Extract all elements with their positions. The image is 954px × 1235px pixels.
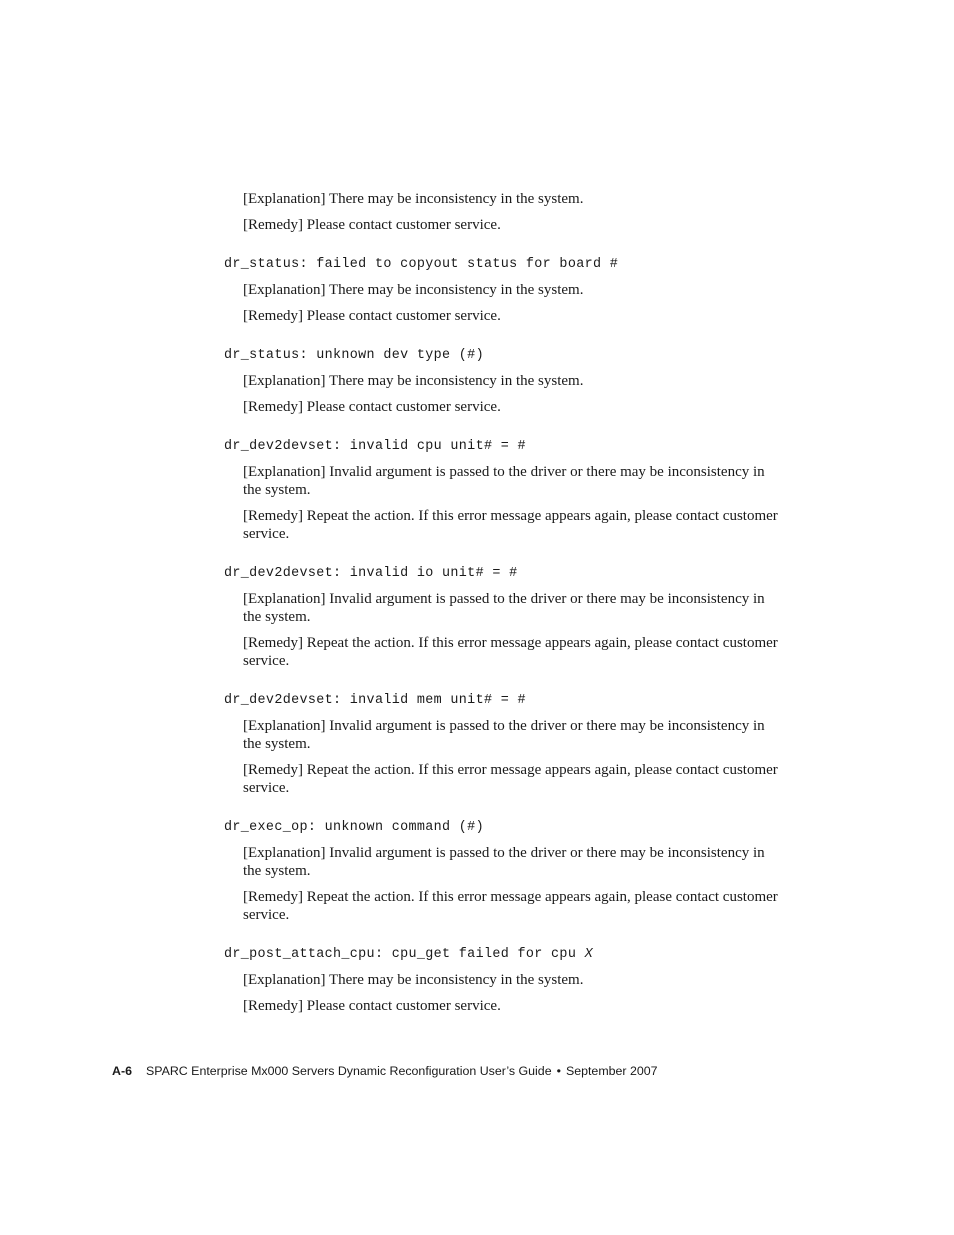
explanation-text: [Explanation] Invalid argument is passed to the driver or there may be inconsistency in the system. [243, 464, 765, 498]
remedy-text: [Remedy] Please contact customer service. [243, 998, 501, 1014]
page-footer [112, 1063, 658, 1079]
explanation-text: [Explanation] Invalid argument is passed to the driver or there may be inconsistency in the system. [243, 718, 765, 752]
remedy-text: [Remedy] Repeat the action. If this error message appears again, please contact customer service. [243, 635, 778, 669]
error-message-variable: X [584, 947, 593, 962]
remedy-text: [Remedy] Please contact customer service. [243, 399, 501, 415]
page-number: A-6 [112, 1064, 132, 1078]
footer-separator: • [556, 1064, 561, 1078]
publication-date: September 2007 [565, 1064, 658, 1078]
remedy-text: [Remedy] Please contact customer service. [243, 308, 501, 324]
remedy-text: [Remedy] Repeat the action. If this error message appears again, please contact customer service. [243, 762, 778, 796]
explanation-text: [Explanation] Invalid argument is passed to the driver or there may be inconsistency in the system. [243, 591, 765, 625]
error-message-code: dr_dev2devset: invalid cpu unit# = # [224, 439, 526, 454]
explanation-text: [Explanation] There may be inconsistency in the system. [243, 373, 584, 389]
remedy-text: [Remedy] Repeat the action. If this error message appears again, please contact customer service. [243, 889, 778, 923]
error-message-code: dr_dev2devset: invalid io unit# = # [224, 566, 518, 581]
remedy-text: [Remedy] Repeat the action. If this error message appears again, please contact customer service. [243, 508, 778, 542]
explanation-text: [Explanation] There may be inconsistency in the system. [243, 972, 584, 988]
remedy-text: [Remedy] Please contact customer service. [243, 217, 501, 233]
error-message-code: dr_status: unknown dev type (#) [224, 348, 484, 363]
error-message-code: dr_exec_op: unknown command (#) [224, 820, 484, 835]
explanation-text: [Explanation] There may be inconsistency in the system. [243, 191, 584, 207]
error-message-code: dr_status: failed to copyout status for board # [224, 257, 619, 272]
book-title: SPARC Enterprise Mx000 Servers Dynamic Reconfiguration User’s Guide [145, 1064, 552, 1078]
error-message-text: dr_post_attach_cpu: cpu_get failed for cpu [224, 947, 585, 962]
error-message-code [224, 946, 784, 964]
error-message-code: dr_dev2devset: invalid mem unit# = # [224, 693, 526, 708]
explanation-text: [Explanation] Invalid argument is passed to the driver or there may be inconsistency in the system. [243, 845, 765, 879]
explanation-text: [Explanation] There may be inconsistency in the system. [243, 282, 584, 298]
error-message-list [224, 190, 784, 1023]
